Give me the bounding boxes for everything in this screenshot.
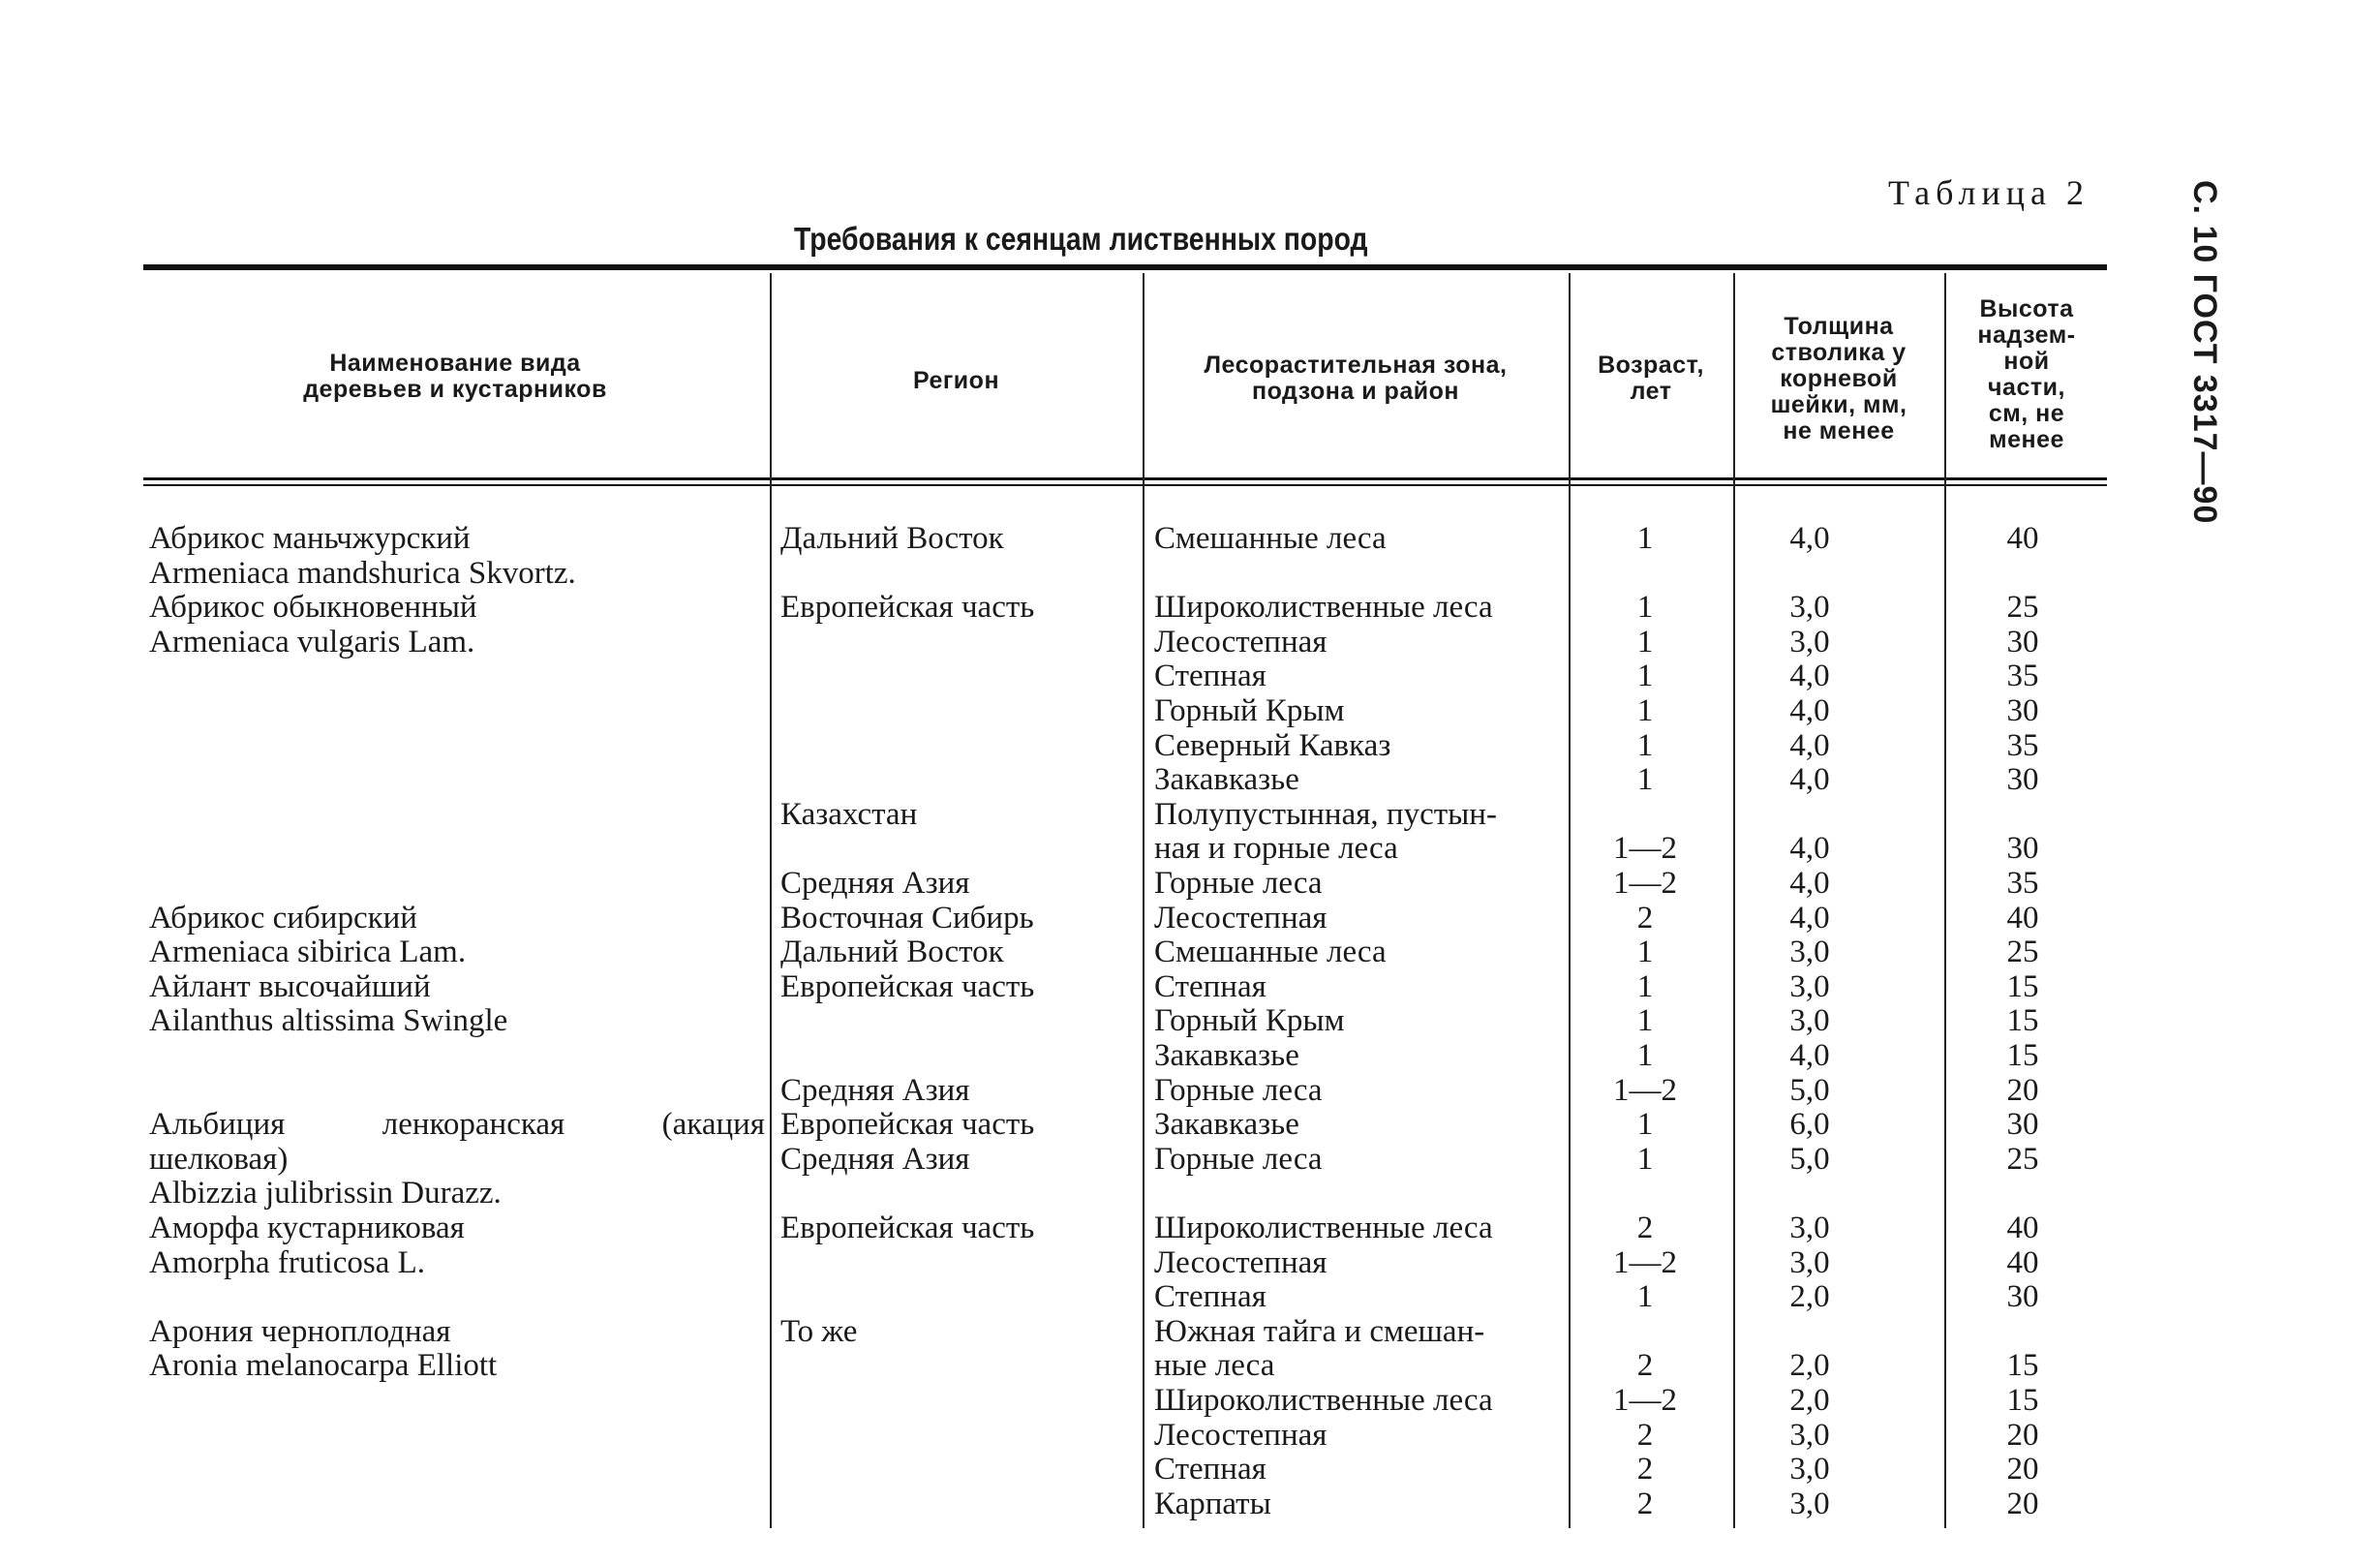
cell-height: 40	[2006, 1211, 2039, 1245]
table-row	[143, 1383, 2107, 1418]
cell-zone: Степная	[1154, 1452, 1266, 1487]
cell-zone: ные леса	[1154, 1348, 1275, 1383]
header-line: см, не	[1988, 400, 2065, 427]
header-line: менее	[1989, 426, 2064, 453]
cell-zone: Южная тайга и смешан-	[1154, 1314, 1485, 1349]
cell-age: 1	[1636, 659, 1654, 693]
header-line: Возраст,	[1598, 352, 1704, 379]
cell-thickness: 4,0	[1789, 728, 1830, 763]
cell-thickness: 3,0	[1789, 1452, 1830, 1487]
cell-zone: Лесостепная	[1154, 1418, 1327, 1453]
header-line: Высота	[1979, 295, 2074, 322]
cell-height: 20	[2006, 1452, 2039, 1487]
cell-age: 2	[1636, 1487, 1654, 1521]
cell-height: 30	[2006, 625, 2039, 659]
cell-name: Арония черноплодная	[149, 1314, 451, 1349]
cell-thickness: 2,0	[1789, 1383, 1830, 1418]
header-line: не менее	[1783, 417, 1895, 445]
cell-thickness: 4,0	[1789, 1038, 1830, 1073]
cell-height: 15	[2006, 1348, 2039, 1383]
table-row	[143, 693, 2107, 728]
cell-thickness: 4,0	[1789, 659, 1830, 693]
table-row	[143, 1452, 2107, 1487]
cell-region: Европейская часть	[780, 590, 1035, 625]
cell-zone: Закавказье	[1154, 1038, 1299, 1073]
cell-name: Абрикос обыкновенный	[149, 590, 477, 625]
cell-height: 20	[2006, 1073, 2039, 1108]
cell-height: 35	[2006, 659, 2039, 693]
cell-name: Armeniaca mandshurica Skvortz.	[149, 556, 576, 591]
cell-zone: Смешанные леса	[1154, 935, 1387, 969]
cell-region: Дальний Восток	[780, 521, 1004, 556]
cell-zone: Широколиственные леса	[1154, 590, 1493, 625]
cell-age: 2	[1636, 1348, 1654, 1383]
table-row	[143, 1211, 2107, 1245]
cell-thickness: 3,0	[1789, 935, 1830, 969]
cell-name: Albizzia julibrissin Durazz.	[149, 1176, 502, 1211]
cell-height: 25	[2006, 1142, 2039, 1177]
cell-zone: Горные леса	[1154, 1142, 1323, 1177]
cell-zone: ная и горные леса	[1154, 831, 1398, 866]
table-row	[143, 1107, 2107, 1142]
header-bottom-rule	[143, 477, 2107, 480]
table-row	[143, 659, 2107, 693]
cell-height: 35	[2006, 728, 2039, 763]
cell-zone: Карпаты	[1154, 1487, 1271, 1521]
header-height	[1949, 296, 2104, 453]
cell-thickness: 4,0	[1789, 901, 1830, 935]
cell-age: 1	[1636, 1279, 1654, 1314]
cell-height: 30	[2006, 1107, 2039, 1142]
cell-region: Европейская часть	[780, 969, 1035, 1004]
cell-thickness: 4,0	[1789, 762, 1830, 797]
header-thickness	[1738, 314, 1939, 445]
table-row	[143, 969, 2107, 1004]
cell-height: 40	[2006, 521, 2039, 556]
cell-height: 40	[2006, 901, 2039, 935]
table-row	[143, 1418, 2107, 1453]
cell-height: 20	[2006, 1418, 2039, 1453]
table-row	[143, 1487, 2107, 1521]
cell-age: 1	[1636, 590, 1654, 625]
header-line: Толщина	[1784, 313, 1894, 340]
cell-age: 1	[1636, 521, 1654, 556]
cell-age: 1	[1636, 1038, 1654, 1073]
table-row	[143, 1176, 2107, 1211]
cell-age: 1	[1636, 693, 1654, 728]
cell-thickness: 3,0	[1789, 1418, 1830, 1453]
cell-zone: Широколиственные леса	[1154, 1211, 1493, 1245]
cell-thickness: 3,0	[1789, 1003, 1830, 1038]
cell-zone: Широколиственные леса	[1154, 1383, 1493, 1418]
cell-age: 2	[1636, 1211, 1654, 1245]
cell-age: 1—2	[1613, 1383, 1677, 1418]
table-row	[143, 728, 2107, 763]
cell-age: 1—2	[1613, 1245, 1677, 1280]
header-line: корневой	[1780, 365, 1898, 392]
cell-age: 1	[1636, 1003, 1654, 1038]
cell-name: Amorpha fruticosa L.	[149, 1245, 425, 1280]
cell-thickness: 4,0	[1789, 693, 1830, 728]
cell-height: 15	[2006, 1003, 2039, 1038]
cell-thickness: 5,0	[1789, 1073, 1830, 1108]
header-line: надзем-	[1977, 322, 2076, 349]
header-zone	[1147, 353, 1564, 405]
header-line: Наименование вида	[329, 350, 581, 377]
header-line: лет	[1630, 378, 1672, 405]
cell-word: Альбиция	[149, 1107, 286, 1142]
cell-region: Средняя Азия	[780, 1073, 970, 1108]
cell-age: 1—2	[1613, 866, 1677, 901]
table-row	[143, 831, 2107, 866]
table-row	[143, 935, 2107, 969]
cell-region: Восточная Сибирь	[780, 901, 1034, 935]
cell-height: 15	[2006, 1038, 2039, 1073]
cell-age: 1	[1636, 728, 1654, 763]
cell-zone: Закавказье	[1154, 762, 1299, 797]
cell-name: Аморфа кустарниковая	[149, 1211, 465, 1245]
cell-height: 40	[2006, 1245, 2039, 1280]
table-caption: Требования к сеянцам лиственных пород	[794, 221, 1368, 257]
table-row	[143, 762, 2107, 797]
table-label: Таблица 2	[1888, 173, 2090, 212]
cell-thickness: 2,0	[1789, 1348, 1830, 1383]
cell-thickness: 4,0	[1789, 521, 1830, 556]
cell-thickness: 5,0	[1789, 1142, 1830, 1177]
cell-thickness: 3,0	[1789, 969, 1830, 1004]
header-age	[1573, 353, 1728, 405]
cell-name: Armeniaca vulgaris Lam.	[149, 625, 475, 659]
cell-region: Средняя Азия	[780, 866, 970, 901]
cell-age: 2	[1636, 901, 1654, 935]
header-region	[775, 368, 1138, 394]
table-row	[143, 1348, 2107, 1383]
cell-height: 35	[2006, 866, 2039, 901]
cell-zone: Полупустынная, пустын-	[1154, 797, 1497, 832]
cell-age: 1	[1636, 1142, 1654, 1177]
top-rule	[143, 264, 2107, 270]
table-row	[143, 866, 2107, 901]
cell-thickness: 6,0	[1789, 1107, 1830, 1142]
cell-zone: Степная	[1154, 1279, 1266, 1314]
cell-zone: Лесостепная	[1154, 901, 1327, 935]
cell-region: Дальний Восток	[780, 935, 1004, 969]
cell-zone: Северный Кавказ	[1154, 728, 1391, 763]
cell-age: 2	[1636, 1418, 1654, 1453]
table-row	[143, 1314, 2107, 1349]
cell-thickness: 3,0	[1789, 1487, 1830, 1521]
header-line: шейки, мм,	[1770, 391, 1907, 418]
header-line: Регион	[912, 367, 1000, 394]
cell-age: 1—2	[1613, 1073, 1677, 1108]
table-row	[143, 625, 2107, 659]
cell-height: 20	[2006, 1487, 2039, 1521]
cell-zone: Смешанные леса	[1154, 521, 1387, 556]
cell-height: 30	[2006, 693, 2039, 728]
cell-age: 1	[1636, 1107, 1654, 1142]
cell-zone: Горные леса	[1154, 866, 1323, 901]
cell-thickness: 3,0	[1789, 625, 1830, 659]
cell-thickness: 3,0	[1789, 1245, 1830, 1280]
cell-region: Европейская часть	[780, 1211, 1035, 1245]
cell-height: 30	[2006, 1279, 2039, 1314]
page-side-code: С. 10 ГОСТ 3317—90	[2186, 180, 2223, 525]
cell-age: 1	[1636, 625, 1654, 659]
cell-age: 1	[1636, 935, 1654, 969]
table-row	[143, 590, 2107, 625]
cell-thickness: 3,0	[1789, 590, 1830, 625]
cell-zone: Лесостепная	[1154, 1245, 1327, 1280]
table-row	[143, 556, 2107, 591]
cell-age: 2	[1636, 1452, 1654, 1487]
header-line: части,	[1988, 374, 2065, 401]
cell-zone: Горный Крым	[1154, 693, 1345, 728]
cell-word: ленкоранская	[381, 1107, 565, 1142]
header-name	[194, 351, 717, 403]
cell-thickness: 3,0	[1789, 1211, 1830, 1245]
cell-zone: Степная	[1154, 659, 1266, 693]
cell-region: Казахстан	[780, 797, 918, 832]
header-line: подзона и район	[1252, 378, 1459, 405]
table-row	[143, 1142, 2107, 1177]
cell-thickness: 4,0	[1789, 831, 1830, 866]
cell-height: 15	[2006, 1383, 2039, 1418]
cell-name: Ailanthus altissima Swingle	[149, 1003, 508, 1038]
cell-name: шелковая)	[149, 1142, 289, 1177]
cell-region: То же	[780, 1314, 858, 1349]
cell-zone: Степная	[1154, 969, 1266, 1004]
table-row	[143, 797, 2107, 832]
cell-name: Aronia melanocarpa Elliott	[149, 1348, 498, 1383]
cell-age: 1—2	[1613, 831, 1677, 866]
table-row	[143, 521, 2107, 556]
cell-zone: Горные леса	[1154, 1073, 1323, 1108]
cell-height: 25	[2006, 590, 2039, 625]
cell-name: Айлант высочайший	[149, 969, 431, 1004]
cell-height: 30	[2006, 762, 2039, 797]
cell-region: Средняя Азия	[780, 1142, 970, 1177]
table-row	[143, 1038, 2107, 1073]
cell-thickness: 2,0	[1789, 1279, 1830, 1314]
table-row	[143, 1073, 2107, 1108]
cell-age: 1	[1636, 762, 1654, 797]
header-line: деревьев и кустарников	[303, 376, 607, 403]
header-line: стволика у	[1771, 339, 1907, 366]
cell-name: Armeniaca sibirica Lam.	[149, 935, 467, 969]
cell-word: (акация	[661, 1107, 765, 1142]
cell-name: Абрикос сибирский	[149, 901, 417, 935]
table-row	[143, 1279, 2107, 1314]
cell-name	[149, 1107, 765, 1142]
cell-region: Европейская часть	[780, 1107, 1035, 1142]
cell-zone: Горный Крым	[1154, 1003, 1345, 1038]
table-row	[143, 1245, 2107, 1280]
table-row	[143, 901, 2107, 935]
cell-height: 15	[2006, 969, 2039, 1004]
cell-thickness: 4,0	[1789, 866, 1830, 901]
header-bottom-rule-2	[143, 484, 2107, 486]
cell-age: 1	[1636, 969, 1654, 1004]
cell-height: 30	[2006, 831, 2039, 866]
cell-height: 25	[2006, 935, 2039, 969]
table-row	[143, 1003, 2107, 1038]
cell-zone: Закавказье	[1154, 1107, 1299, 1142]
header-line: Лесорастительная зона,	[1204, 352, 1508, 379]
cell-name: Абрикос маньчжурский	[149, 521, 471, 556]
cell-zone: Лесостепная	[1154, 625, 1327, 659]
header-line: ной	[2003, 348, 2050, 375]
